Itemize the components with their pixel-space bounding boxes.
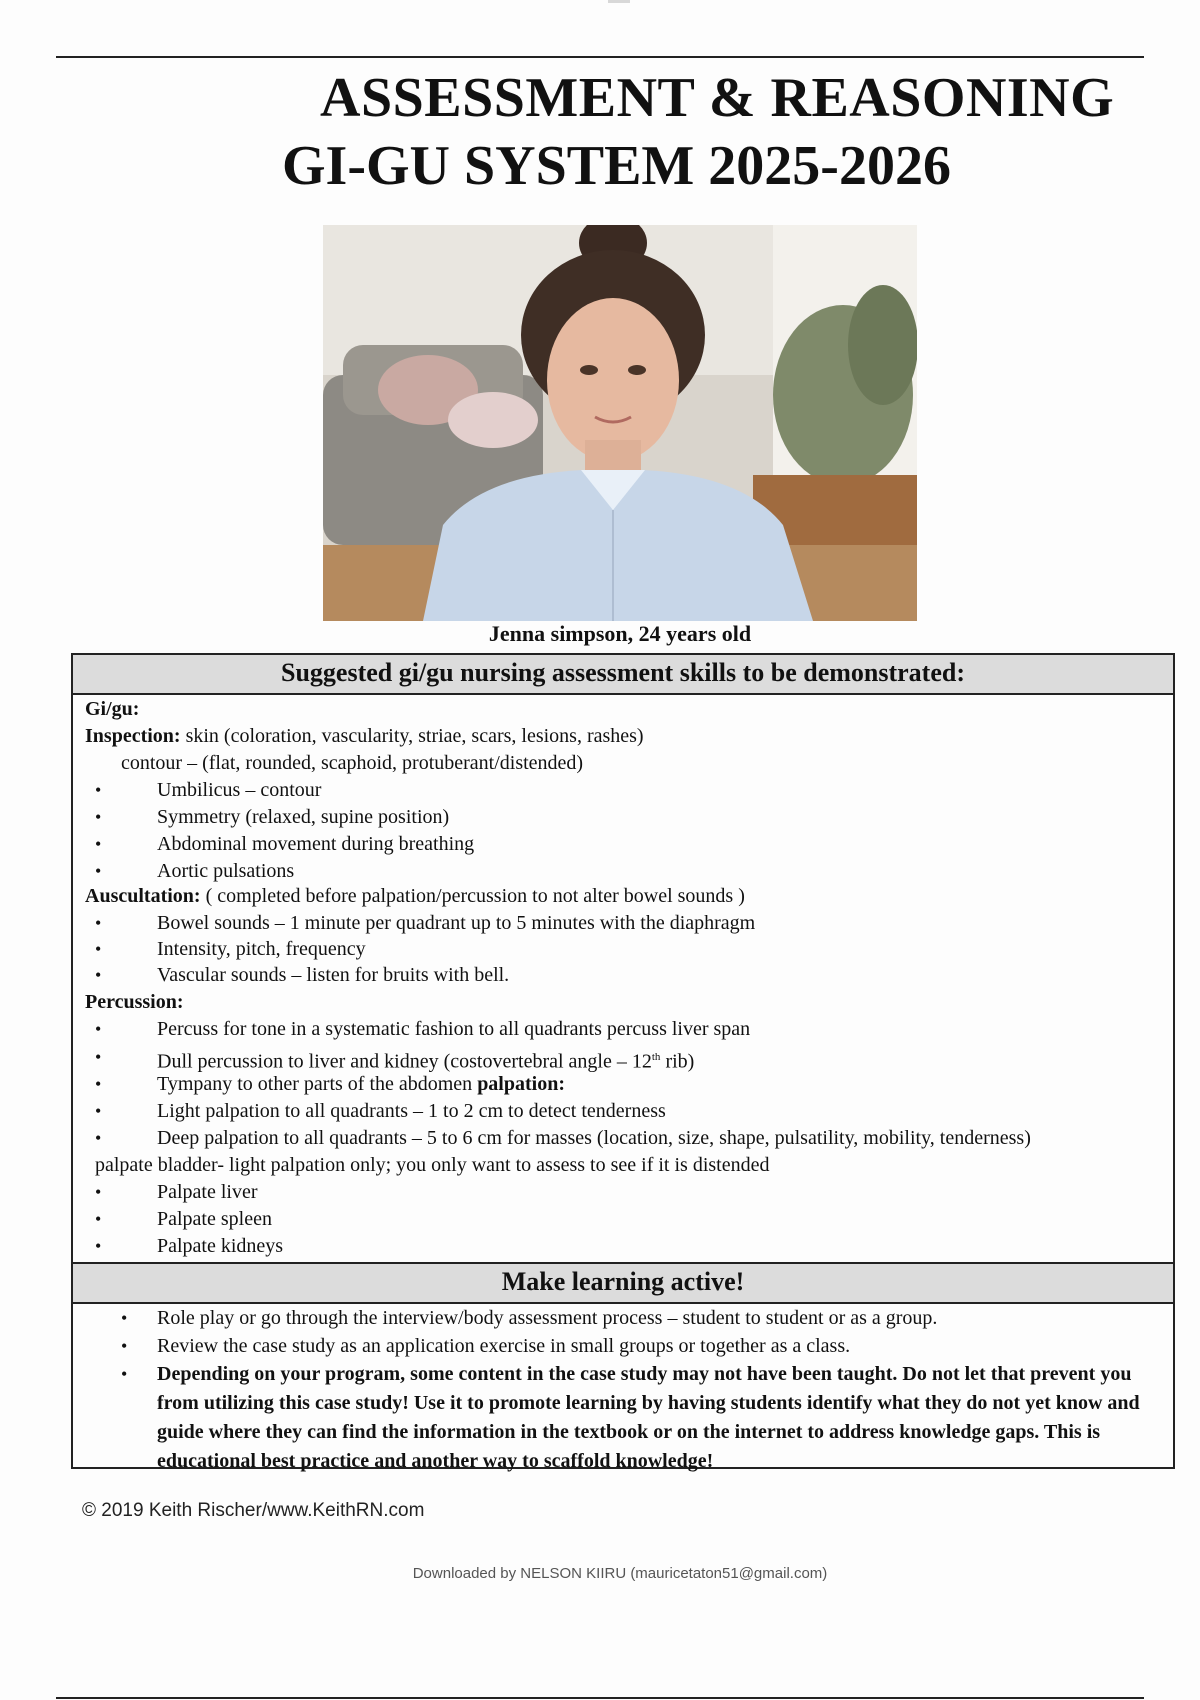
list-item: Review the case study as an application exercise in small groups or together as a class.: [157, 1335, 851, 1357]
patient-caption: Jenna simpson, 24 years old: [488, 621, 752, 646]
bladder-line: palpate bladder- light palpation only; you only want to assess to see if it is distended: [95, 1154, 770, 1176]
download-notice: Downloaded by NELSON KIIRU (mauricetaton51@gmail.com): [412, 1565, 828, 1582]
bullet: •: [121, 1308, 128, 1328]
bullet: •: [95, 1074, 102, 1094]
list-item: Abdominal movement during breathing: [157, 833, 475, 855]
bullet: •: [95, 965, 102, 985]
patient-photo-illustration: [323, 225, 917, 621]
bottom-divider: [56, 1697, 1144, 1699]
list-item: Palpate liver: [157, 1181, 258, 1203]
bullet: •: [95, 780, 102, 800]
title-line-1: ASSESSMENT & REASONING: [320, 67, 1115, 129]
list-item: Umbilicus – contour: [157, 779, 322, 801]
list-item: Palpate kidneys: [157, 1235, 284, 1257]
bullet: •: [95, 1182, 102, 1202]
list-item: Symmetry (relaxed, supine position): [157, 806, 450, 828]
copyright: © 2019 Keith Rischer/www.KeithRN.com: [82, 1500, 425, 1521]
list-item: Vascular sounds – listen for bruits with bell.: [157, 964, 510, 986]
bullet: •: [121, 1364, 128, 1384]
inspection-line: Inspection: skin (coloration, vascularity, striae, scars, lesions, rashes): [85, 725, 644, 747]
bullet: •: [95, 939, 102, 959]
skills-heading: Suggested gi/gu nursing assessment skills to be demonstrated:: [73, 655, 1173, 695]
list-item: Light palpation to all quadrants – 1 to 2 cm to detect tenderness: [157, 1100, 666, 1122]
top-divider: [56, 56, 1144, 58]
bullet: •: [95, 1236, 102, 1256]
bullet: •: [95, 834, 102, 854]
percussion-label: Percussion:: [85, 991, 184, 1013]
gigu-label: Gi/gu:: [85, 698, 140, 720]
bullet: •: [95, 1101, 102, 1121]
list-item: Bowel sounds – 1 minute per quadrant up to 5 minutes with the diaphragm: [157, 912, 756, 934]
patient-photo: [323, 225, 917, 621]
list-item: Percuss for tone in a systematic fashion to all quadrants percuss liver span: [157, 1018, 751, 1040]
list-item: Dull percussion to liver and kidney (costovertebral angle – 12th rib): [157, 1050, 695, 1073]
list-item: Tympany to other parts of the abdomen palpation:: [157, 1073, 565, 1095]
list-item: Role play or go through the interview/body assessment process – student to student or as a group.: [157, 1307, 938, 1329]
list-item: Aortic pulsations: [157, 860, 295, 882]
bullet: •: [95, 1019, 102, 1039]
list-item: Intensity, pitch, frequency: [157, 938, 366, 960]
title-line-2: GI-GU SYSTEM 2025-2026: [282, 135, 951, 197]
list-item: Deep palpation to all quadrants – 5 to 6 cm for masses (location, size, shape, pulsatility, mobility, tenderness): [157, 1127, 1031, 1149]
list-item: Palpate spleen: [157, 1208, 272, 1230]
bullet: •: [95, 913, 102, 933]
page-top-mark: [608, 0, 630, 3]
active-learning-heading: Make learning active!: [73, 1262, 1173, 1304]
bullet: •: [95, 1047, 102, 1067]
list-item-emphasis: Depending on your program, some content in the case study may not have been taught. Do not let that prevent you from utilizing this case study! Use it to promote learning by having students identify what they do not yet know and guide where they can find the information in the textbook or on the internet to address knowledge gaps. This is educational best practice and another way to scaffold knowledge!: [157, 1363, 1140, 1472]
active-learning-section: [73, 1262, 1173, 1472]
skills-content: [73, 695, 1173, 1263]
contour-line: contour – (flat, rounded, scaphoid, protuberant/distended): [121, 752, 584, 774]
bullet: •: [95, 1209, 102, 1229]
bullet: •: [95, 807, 102, 827]
bullet: •: [121, 1336, 128, 1356]
skills-table: [71, 653, 1175, 1472]
bullet: •: [95, 1128, 102, 1148]
auscultation-line: Auscultation: ( completed before palpation/percussion to not alter bowel sounds ): [85, 885, 745, 907]
bullet: •: [95, 861, 102, 881]
